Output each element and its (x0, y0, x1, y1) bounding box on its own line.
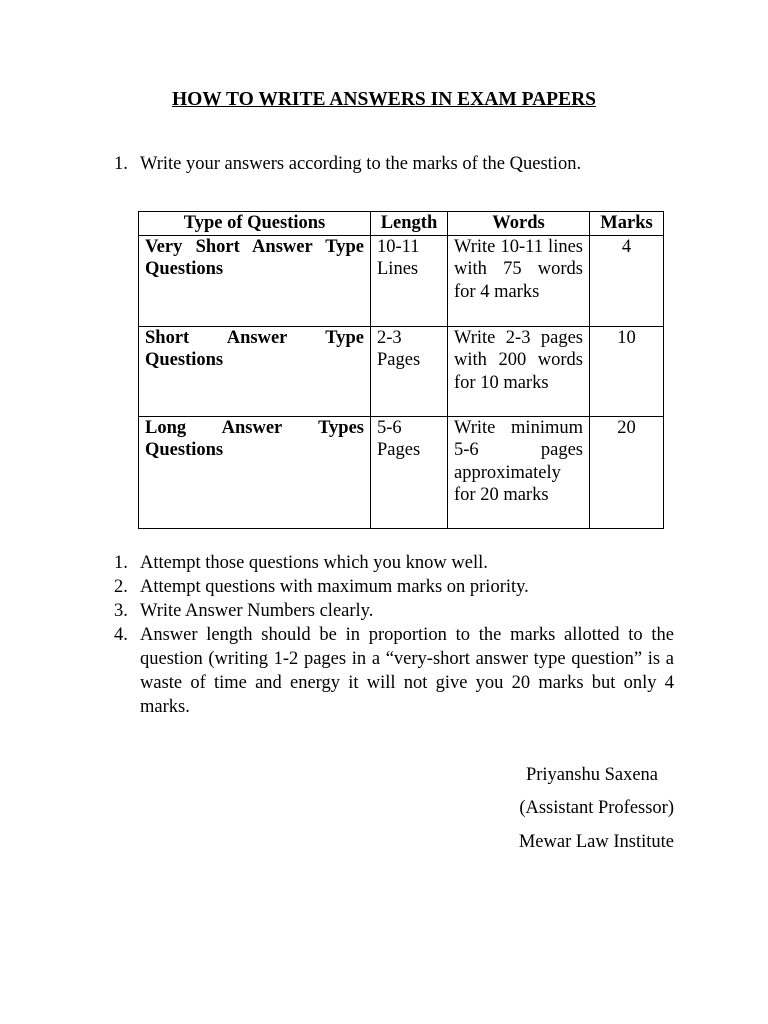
list-item (114, 153, 694, 176)
signature-designation: (Assistant Professor) (519, 798, 674, 818)
page-title: HOW TO WRITE ANSWERS IN EXAM PAPERS (171, 89, 597, 110)
table-header-row (139, 212, 664, 236)
cell-length: 10-11 Lines (371, 235, 448, 326)
cell-length: 2-3 Pages (371, 326, 448, 416)
table-row (139, 326, 664, 416)
list-item (114, 575, 674, 599)
table-row (139, 235, 664, 326)
cell-words: Write 2-3 pages with 200 words for 10 marks (448, 326, 590, 416)
list-text: Answer length should be in proportion to the marks allotted to the question (writing 1-2 pages in a “very-short answer type question” is a waste of time and energy it will not give you 20 marks but only 4 marks. (140, 625, 674, 717)
cell-question-type: Long Answer Types Questions (139, 416, 371, 528)
header-marks: Marks (590, 212, 664, 236)
cell-marks: 10 (590, 326, 664, 416)
list-text: Write your answers according to the marks of the Question. (140, 154, 582, 174)
table-row (139, 416, 664, 528)
list-text: Write Answer Numbers clearly. (140, 601, 374, 621)
cell-marks: 4 (590, 235, 664, 326)
list-number: 4. (114, 625, 128, 645)
list-item (114, 623, 674, 719)
list-text: Attempt those questions which you know well. (140, 553, 488, 573)
list-item (114, 599, 674, 623)
cell-marks: 20 (590, 416, 664, 528)
intro-list (114, 153, 694, 176)
header-length: Length (371, 212, 448, 236)
header-type: Type of Questions (139, 212, 371, 236)
list-number: 1. (114, 154, 128, 174)
marks-table (138, 211, 664, 529)
signature-name: Priyanshu Saxena (525, 765, 658, 785)
list-item (114, 551, 674, 575)
list-number: 1. (114, 553, 128, 573)
cell-words: Write minimum 5-6 pages approximately for 20 marks (448, 416, 590, 528)
signature-institute: Mewar Law Institute (518, 832, 674, 852)
list-number: 2. (114, 577, 128, 597)
cell-length: 5-6 Pages (371, 416, 448, 528)
list-number: 3. (114, 601, 128, 621)
cell-question-type: Very Short Answer Type Questions (139, 235, 371, 326)
tips-list (114, 551, 674, 719)
list-text: Attempt questions with maximum marks on priority. (140, 577, 529, 597)
cell-words: Write 10-11 lines with 75 words for 4 marks (448, 235, 590, 326)
header-words: Words (448, 212, 590, 236)
cell-question-type: Short Answer Type Questions (139, 326, 371, 416)
